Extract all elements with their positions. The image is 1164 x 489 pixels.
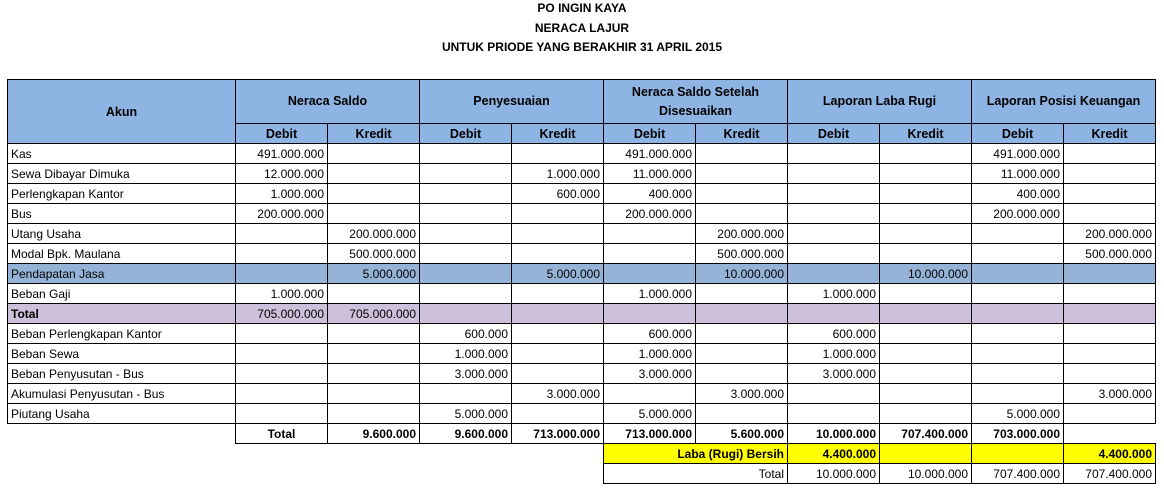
account-name: Beban Sewa [8,344,236,364]
amount-cell [328,144,420,164]
amount-cell [512,284,604,304]
account-name: Modal Bpk. Maulana [8,244,236,264]
account-name: Pendapatan Jasa [8,264,236,284]
amount-cell [972,284,1064,304]
amount-cell: 705.000.000 [236,304,328,324]
group-header-row [8,80,1156,124]
amount-cell [236,384,328,404]
amount-cell: 1.000.000 [236,184,328,204]
amount-cell: 3.000.000 [604,364,696,384]
amount-cell [972,224,1064,244]
amount-cell: 500.000.000 [1064,244,1156,264]
report-period: UNTUK PRIODE YANG BERAKHIR 31 APRIL 2015 [441,40,723,54]
amount-cell [420,304,512,324]
amount-cell [788,204,880,224]
akun-header: Akun [8,80,236,144]
amount-cell [328,344,420,364]
amount-cell [512,204,604,224]
amount-cell [696,364,788,384]
debit-header: Debit [972,124,1064,144]
kredit-header: Kredit [328,124,420,144]
grand-total-label: Total [604,464,788,484]
table-row [8,404,1156,424]
total-amount: 10.000.000 [788,424,880,444]
amount-cell [788,404,880,424]
table-row [8,224,1156,244]
amount-cell [1064,324,1156,344]
amount-cell: 11.000.000 [604,164,696,184]
group-laba-rugi: Laporan Laba Rugi [788,80,972,124]
amount-cell: 5.000.000 [604,404,696,424]
table-row [8,384,1156,404]
total-amount: 707.400.000 [880,424,972,444]
debit-header: Debit [604,124,696,144]
amount-cell: 200.000.000 [972,204,1064,224]
total-amount: 9.600.000 [328,424,420,444]
amount-cell [328,384,420,404]
net-income-amount [972,444,1064,464]
amount-cell [328,404,420,424]
grand-total-row [8,464,1156,484]
amount-cell [880,344,972,364]
amount-cell: 5.000.000 [972,404,1064,424]
amount-cell: 600.000 [604,324,696,344]
amount-cell [696,184,788,204]
worksheet-table [7,79,1156,484]
table-row [8,264,1156,284]
table-row [8,364,1156,384]
amount-cell [236,404,328,424]
amount-cell: 500.000.000 [328,244,420,264]
amount-cell [696,304,788,324]
empty-cell [8,444,604,464]
amount-cell: 3.000.000 [512,384,604,404]
net-income-amount: 4.400.000 [788,444,880,464]
group-neraca-saldo: Neraca Saldo [236,80,420,124]
amount-cell [420,384,512,404]
amount-cell: 5.000.000 [512,264,604,284]
amount-cell [512,404,604,424]
amount-cell: 200.000.000 [1064,224,1156,244]
amount-cell: 3.000.000 [1064,384,1156,404]
amount-cell: 491.000.000 [236,144,328,164]
amount-cell [512,344,604,364]
amount-cell [328,204,420,224]
amount-cell [236,264,328,284]
amount-cell: 11.000.000 [972,164,1064,184]
amount-cell [880,304,972,324]
totals-label: Total [236,424,328,444]
debit-header: Debit [236,124,328,144]
amount-cell [512,144,604,164]
kredit-header: Kredit [696,124,788,144]
amount-cell [880,244,972,264]
amount-cell [1064,164,1156,184]
table-row [8,244,1156,264]
account-name: Sewa Dibayar Dimuka [8,164,236,184]
amount-cell [420,184,512,204]
amount-cell: 3.000.000 [696,384,788,404]
total-amount: 703.000.000 [972,424,1064,444]
amount-cell [512,244,604,264]
amount-cell [788,164,880,184]
amount-cell [880,384,972,404]
amount-cell [1064,204,1156,224]
amount-cell: 491.000.000 [972,144,1064,164]
amount-cell: 1.000.000 [604,344,696,364]
amount-cell [788,144,880,164]
amount-cell: 3.000.000 [420,364,512,384]
account-name: Beban Perlengkapan Kantor [8,324,236,344]
amount-cell [880,364,972,384]
grand-total-amount: 707.400.000 [972,464,1064,484]
amount-cell: 400.000 [604,184,696,204]
kredit-header: Kredit [880,124,972,144]
amount-cell [788,304,880,324]
amount-cell [972,384,1064,404]
amount-cell: 1.000.000 [512,164,604,184]
amount-cell [788,224,880,244]
amount-cell [788,184,880,204]
total-amount: 713.000.000 [512,424,604,444]
table-row [8,324,1156,344]
amount-cell [420,224,512,244]
report-name: NERACA LAJUR [534,20,630,35]
amount-cell [696,284,788,304]
amount-cell [880,184,972,204]
grand-total-amount: 10.000.000 [880,464,972,484]
account-name: Kas [8,144,236,164]
kredit-header: Kredit [512,124,604,144]
amount-cell [328,364,420,384]
amount-cell [236,324,328,344]
table-row [8,164,1156,184]
amount-cell [972,364,1064,384]
amount-cell [880,224,972,244]
amount-cell [420,204,512,224]
amount-cell [1064,304,1156,324]
amount-cell [880,324,972,344]
account-name: Akumulasi Penyusutan - Bus [8,384,236,404]
amount-cell [1064,264,1156,284]
total-amount: 9.600.000 [420,424,512,444]
amount-cell [696,344,788,364]
total-amount: 5.600.000 [696,424,788,444]
amount-cell: 5.000.000 [328,264,420,284]
amount-cell: 400.000 [972,184,1064,204]
net-income-amount [880,444,972,464]
amount-cell [1064,184,1156,204]
report-title-block [0,0,1164,58]
amount-cell [328,164,420,184]
amount-cell: 500.000.000 [696,244,788,264]
amount-cell [604,244,696,264]
amount-cell [512,304,604,324]
kredit-header: Kredit [1064,124,1156,144]
account-name: Total [8,304,236,324]
amount-cell [972,264,1064,284]
amount-cell [788,244,880,264]
amount-cell: 1.000.000 [604,284,696,304]
amount-cell: 12.000.000 [236,164,328,184]
account-name: Perlengkapan Kantor [8,184,236,204]
amount-cell: 1.000.000 [420,344,512,364]
amount-cell [972,244,1064,264]
amount-cell [696,404,788,424]
amount-cell: 10.000.000 [880,264,972,284]
grand-total-amount: 707.400.000 [1064,464,1156,484]
net-income-row [8,444,1156,464]
amount-cell [1064,364,1156,384]
amount-cell [236,244,328,264]
account-name: Utang Usaha [8,224,236,244]
company-name: PO INGIN KAYA [537,1,627,15]
amount-cell [420,264,512,284]
amount-cell [880,284,972,304]
amount-cell [328,284,420,304]
amount-cell [604,384,696,404]
amount-cell [512,324,604,344]
amount-cell [604,304,696,324]
total-amount: 713.000.000 [604,424,696,444]
amount-cell: 5.000.000 [420,404,512,424]
table-row [8,204,1156,224]
amount-cell [696,324,788,344]
table-row [8,144,1156,164]
amount-cell [420,144,512,164]
amount-cell [1064,404,1156,424]
amount-cell: 10.000.000 [696,264,788,284]
amount-cell [696,144,788,164]
account-name: Beban Penyusutan - Bus [8,364,236,384]
amount-cell [328,184,420,204]
amount-cell [788,384,880,404]
amount-cell [972,304,1064,324]
amount-cell [1064,144,1156,164]
amount-cell [604,224,696,244]
grand-total-amount: 10.000.000 [788,464,880,484]
amount-cell [420,164,512,184]
account-name: Bus [8,204,236,224]
amount-cell [420,284,512,304]
group-penyesuaian: Penyesuaian [420,80,604,124]
amount-cell [696,204,788,224]
net-income-amount: 4.400.000 [1064,444,1156,464]
table-row [8,304,1156,324]
amount-cell [236,224,328,244]
table-row [8,184,1156,204]
amount-cell [880,144,972,164]
amount-cell [328,324,420,344]
amount-cell [696,164,788,184]
amount-cell [880,164,972,184]
amount-cell [420,244,512,264]
amount-cell [880,404,972,424]
amount-cell: 600.000 [420,324,512,344]
amount-cell [880,204,972,224]
amount-cell: 1.000.000 [788,284,880,304]
net-income-label: Laba (Rugi) Bersih [604,444,788,464]
amount-cell [604,264,696,284]
amount-cell [972,344,1064,364]
amount-cell: 200.000.000 [328,224,420,244]
amount-cell: 3.000.000 [788,364,880,384]
amount-cell: 705.000.000 [328,304,420,324]
amount-cell [236,364,328,384]
account-name: Beban Gaji [8,284,236,304]
amount-cell [972,324,1064,344]
amount-cell [512,224,604,244]
amount-cell: 1.000.000 [236,284,328,304]
amount-cell [512,364,604,384]
empty-cell [8,424,236,444]
amount-cell: 200.000.000 [604,204,696,224]
amount-cell [1064,344,1156,364]
amount-cell: 200.000.000 [236,204,328,224]
totals-row [8,424,1156,444]
account-name: Piutang Usaha [8,404,236,424]
empty-cell [8,464,604,484]
group-posisi-keuangan: Laporan Posisi Keuangan [972,80,1156,124]
group-neraca-saldo-disesuaikan: Neraca Saldo Setelah Disesuaikan [604,80,788,124]
amount-cell [1064,284,1156,304]
debit-header: Debit [420,124,512,144]
amount-cell [236,344,328,364]
amount-cell: 600.000 [512,184,604,204]
table-row [8,344,1156,364]
amount-cell: 491.000.000 [604,144,696,164]
amount-cell: 600.000 [788,324,880,344]
debit-header: Debit [788,124,880,144]
table-row [8,284,1156,304]
amount-cell [788,264,880,284]
amount-cell: 1.000.000 [788,344,880,364]
amount-cell: 200.000.000 [696,224,788,244]
